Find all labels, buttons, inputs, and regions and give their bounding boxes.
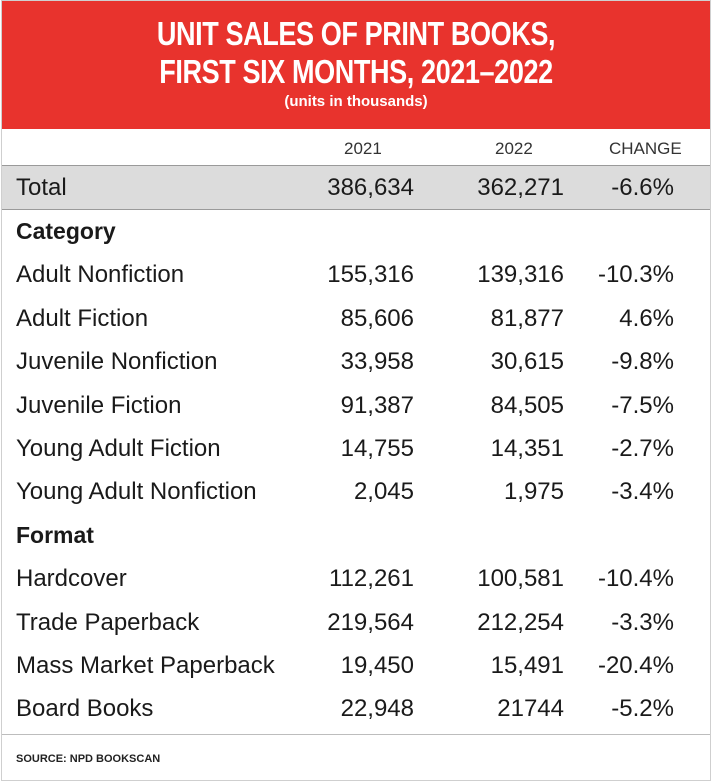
row-label: Juvenile Fiction	[16, 391, 182, 419]
row-value-2021: 14,755	[340, 435, 414, 462]
row-label: Hardcover	[16, 565, 127, 593]
table-card	[1, 0, 711, 781]
row-change: -2.7%	[611, 435, 674, 462]
source-note: SOURCE: NPD BOOKSCAN	[16, 753, 161, 765]
row-label: Adult Nonfiction	[16, 261, 185, 289]
title-line-1: UNIT SALES OF PRINT BOOKS,	[156, 15, 556, 52]
row-value-2021: 112,261	[329, 565, 414, 593]
table-row	[2, 427, 710, 470]
table-row	[2, 557, 710, 600]
column-header-2021: 2021	[344, 139, 382, 158]
column-header-2022: 2022	[495, 139, 533, 158]
row-value-2022: 139,316	[477, 261, 564, 289]
row-value-2022: 15,491	[490, 652, 564, 679]
row-value-2021: 155,316	[327, 261, 414, 289]
section-heading: Format	[16, 521, 94, 548]
title-line-2: FIRST SIX MONTHS, 2021–2022	[159, 53, 553, 90]
section-heading: Category	[16, 218, 116, 244]
row-label: Board Books	[16, 695, 154, 723]
table-row	[2, 253, 710, 296]
table-row	[2, 384, 710, 427]
row-label: Mass Market Paperback	[16, 652, 275, 679]
row-change: -3.3%	[611, 608, 674, 636]
row-change: -9.8%	[611, 348, 674, 376]
row-label: Young Adult Nonfiction	[16, 478, 257, 506]
row-change: -20.4%	[597, 652, 674, 679]
table-row	[2, 470, 710, 513]
table-row	[2, 644, 710, 687]
total-row	[2, 165, 710, 210]
total-change: -6.6%	[611, 174, 674, 201]
row-value-2022: 30,615	[490, 348, 564, 376]
row-label: Trade Paperback	[16, 608, 200, 636]
row-value-2021: 19,450	[340, 652, 414, 679]
row-change: -3.4%	[611, 478, 674, 506]
row-value-2022: 212,254	[477, 608, 564, 636]
table-row	[2, 601, 710, 644]
row-value-2021: 22,948	[340, 695, 414, 723]
row-label: Young Adult Fiction	[16, 435, 221, 462]
title-banner	[2, 1, 710, 129]
column-header-row	[2, 131, 710, 165]
row-value-2021: 91,387	[340, 391, 414, 419]
row-change: -10.4%	[597, 565, 674, 593]
row-change: 4.6%	[619, 304, 674, 332]
row-value-2022: 21744	[497, 695, 564, 723]
row-value-2022: 14,351	[490, 435, 564, 462]
row-change: -5.2%	[611, 695, 674, 723]
row-value-2021: 33,958	[340, 348, 414, 376]
table-row	[2, 297, 710, 340]
row-label: Juvenile Nonfiction	[16, 348, 218, 376]
row-label: Adult Fiction	[16, 304, 149, 332]
total-2021: 386,634	[327, 174, 414, 201]
footer-divider	[2, 734, 710, 735]
units-subtitle: (units in thousands)	[284, 93, 428, 110]
row-value-2022: 1,975	[503, 478, 564, 506]
row-change: -7.5%	[611, 391, 674, 419]
row-value-2021: 219,564	[327, 608, 414, 636]
row-change: -10.3%	[597, 261, 674, 289]
table-row	[2, 687, 710, 730]
table-row	[2, 340, 710, 383]
row-value-2022: 84,505	[490, 391, 564, 419]
row-value-2022: 81,877	[490, 304, 564, 332]
row-value-2021: 2,045	[353, 478, 414, 506]
total-2022: 362,271	[477, 174, 564, 201]
row-value-2022: 100,581	[477, 565, 564, 593]
column-header-change: CHANGE	[609, 139, 682, 158]
row-value-2021: 85,606	[340, 304, 414, 332]
total-label: Total	[16, 174, 67, 201]
